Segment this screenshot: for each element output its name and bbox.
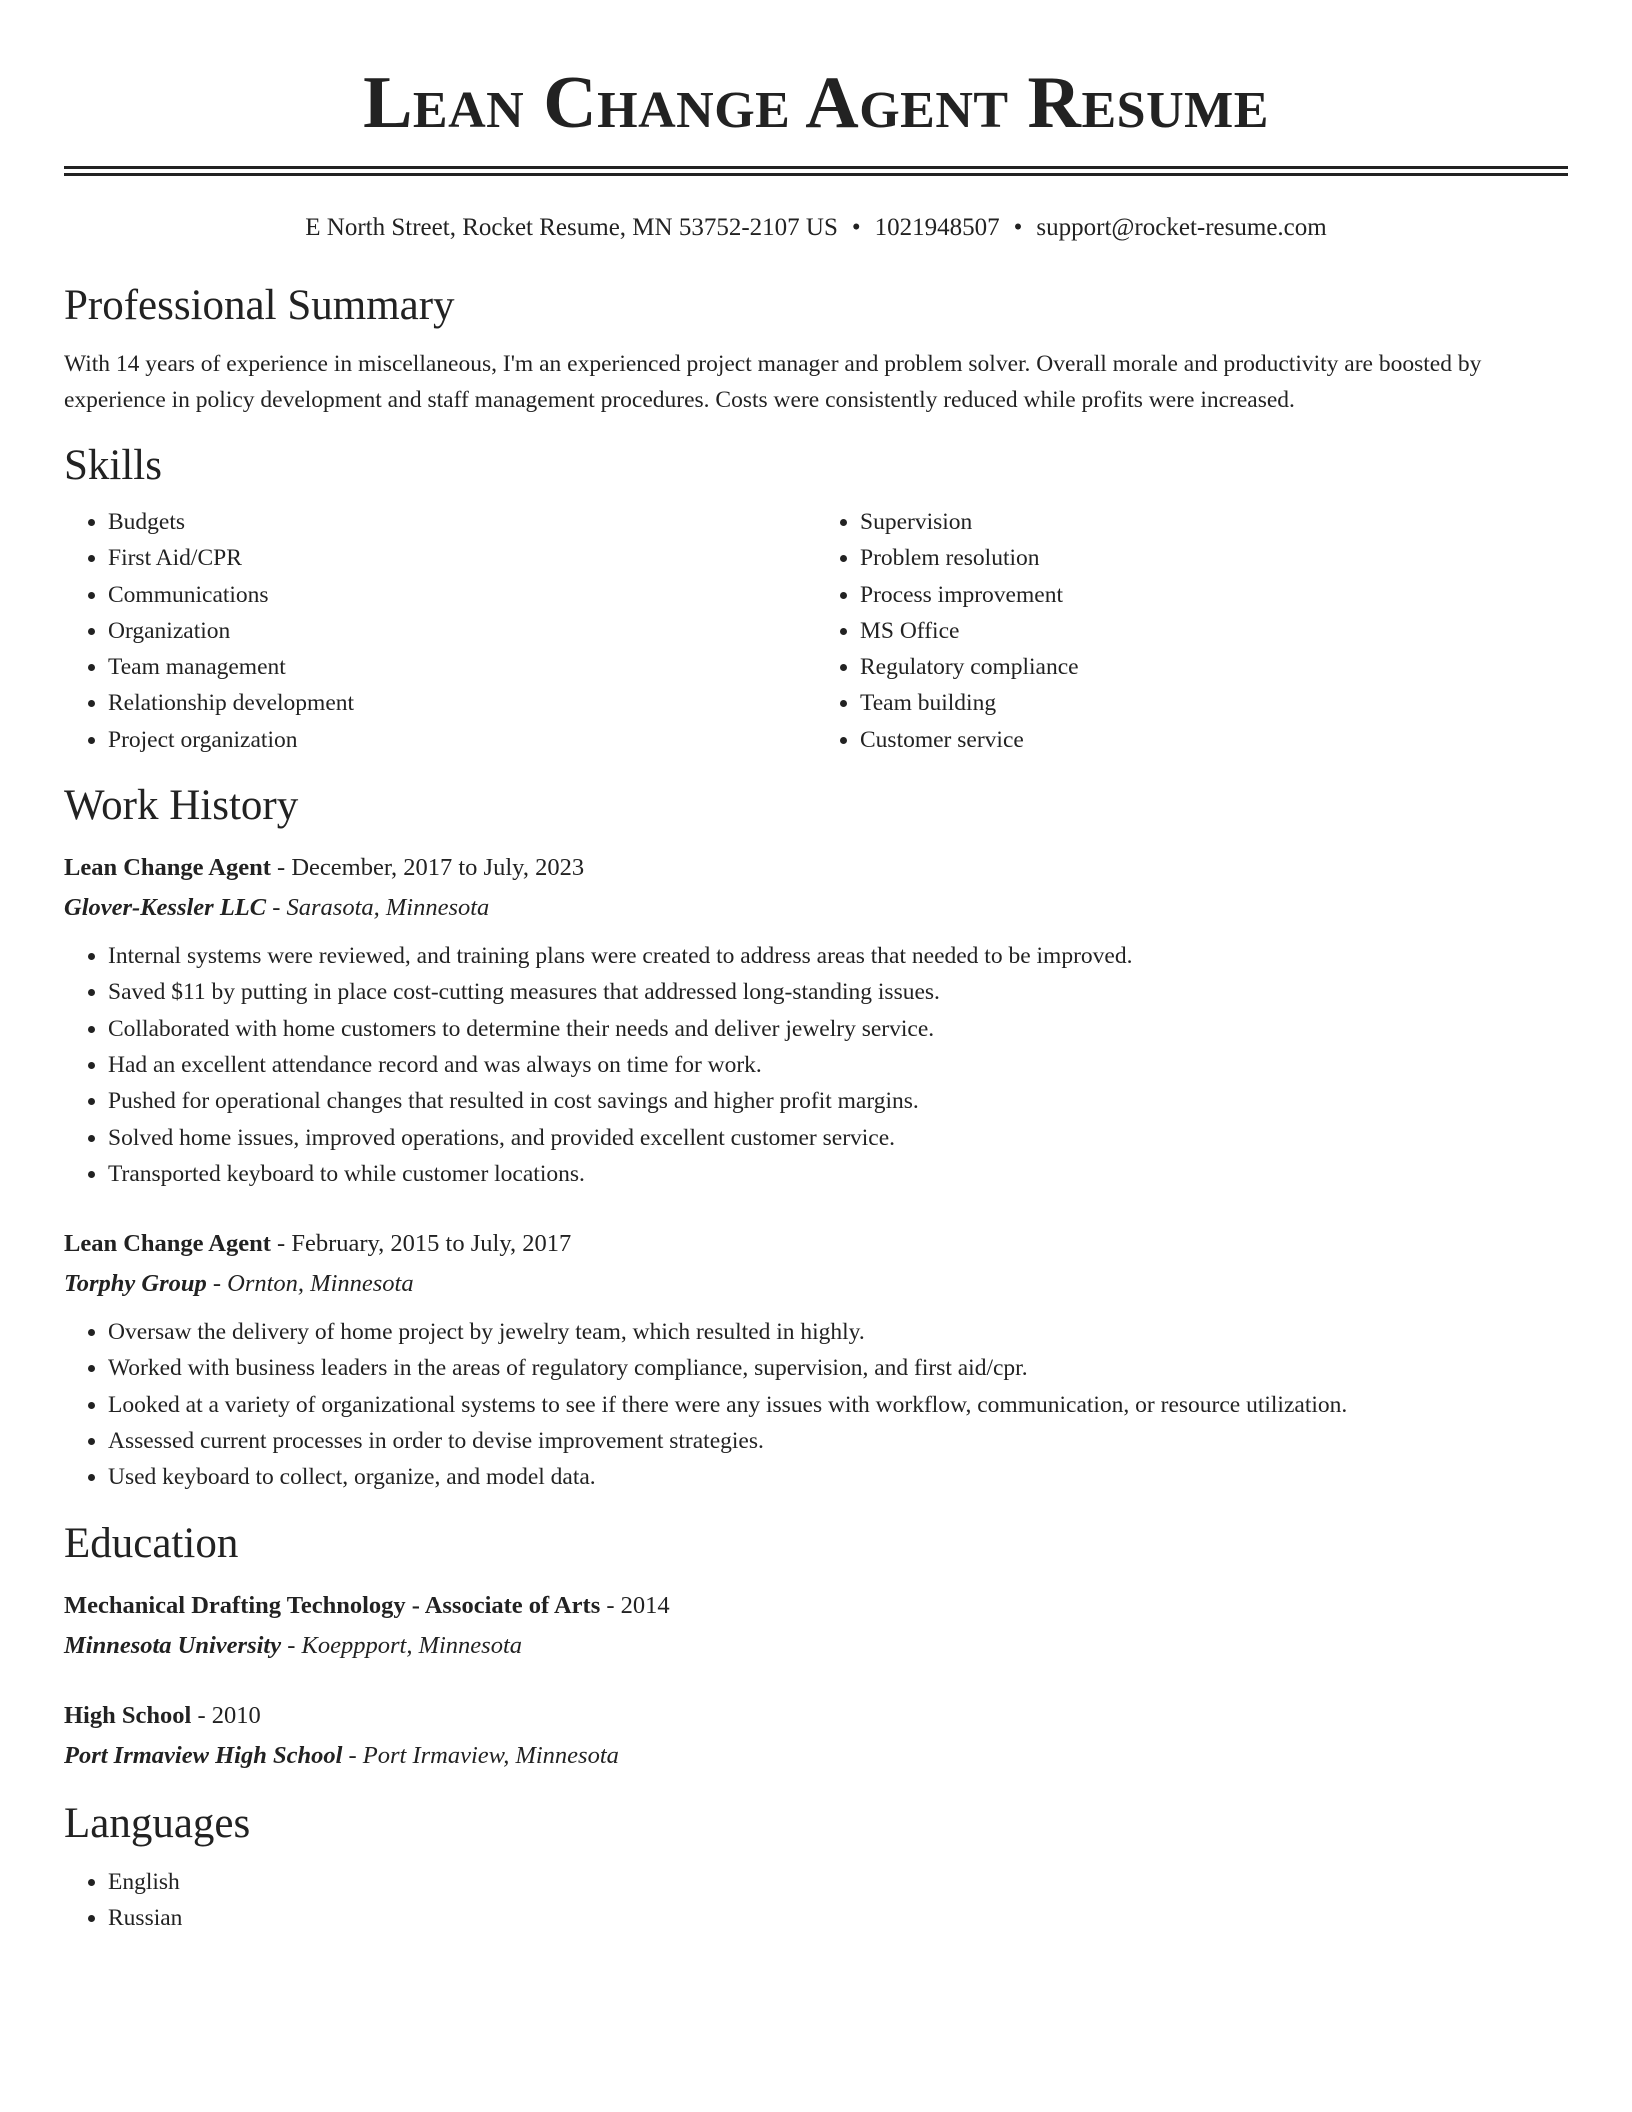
education-header	[64, 1586, 1568, 1626]
contact-address: E North Street, Rocket Resume, MN 53752-2107 US	[305, 214, 838, 241]
job-dates: - February, 2015 to July, 2017	[270, 1230, 572, 1258]
job-bullets	[64, 1314, 1568, 1495]
job-bullet: • Oversaw the delivery of home project by jewelry team, which resulted in highly.	[108, 1314, 1568, 1350]
skill-item: • Relationship development	[108, 685, 816, 721]
job-entry	[64, 848, 1568, 1192]
job-bullet: • Pushed for operational changes that resulted in cost savings and higher profit margins.	[108, 1083, 1568, 1119]
skill-item: • Customer service	[860, 722, 1568, 758]
summary-text: With 14 years of experience in miscellaneous, I'm an experienced project manager and problem solver. Overall morale and productivity are boosted by experience in policy development and staff management procedures. Costs were consistently reduced while profits were increased.	[64, 351, 1482, 413]
language-item: • English	[108, 1864, 1568, 1900]
languages-heading: Languages	[64, 1799, 251, 1847]
skill-item: • First Aid/CPR	[108, 540, 816, 576]
language-item: • Russian	[108, 1900, 1568, 1936]
job-bullet: • Solved home issues, improved operations, and provided excellent customer service.	[108, 1120, 1568, 1156]
education-entry	[64, 1696, 1568, 1776]
job-bullet: • Assessed current processes in order to devise improvement strategies.	[108, 1423, 1568, 1459]
job-bullet: • Used keyboard to collect, organize, and model data.	[108, 1459, 1568, 1495]
job-header	[64, 1224, 1568, 1264]
education-institution	[64, 1626, 1568, 1666]
job-employer	[64, 888, 1568, 928]
education-degree: Mechanical Drafting Technology - Associate of Arts	[64, 1591, 601, 1619]
contact-email: support@rocket-resume.com	[1036, 214, 1327, 241]
contact-separator: •	[851, 214, 861, 241]
education-year: - 2014	[600, 1591, 670, 1619]
title-double-rule	[64, 166, 1568, 176]
skill-item: • Team building	[860, 685, 1568, 721]
skill-item: • Process improvement	[860, 577, 1568, 613]
skill-item: • Problem resolution	[860, 540, 1568, 576]
skills-left-list	[64, 504, 816, 758]
skill-item: • Regulatory compliance	[860, 649, 1568, 685]
skills-right-list	[816, 504, 1568, 758]
skill-item: • Organization	[108, 613, 816, 649]
job-title: Lean Change Agent	[64, 1230, 271, 1258]
skill-item: • Supervision	[860, 504, 1568, 540]
job-company: Glover-Kessler LLC	[64, 894, 267, 922]
resume-title: Lean Change Agent Resume	[363, 62, 1269, 144]
skill-item: • Budgets	[108, 504, 816, 540]
education-school: Port Irmaview High School	[64, 1741, 343, 1769]
job-location: - Ornton, Minnesota	[206, 1270, 414, 1298]
job-header	[64, 848, 1568, 888]
job-location: - Sarasota, Minnesota	[266, 894, 490, 922]
job-bullets	[64, 938, 1568, 1192]
summary-heading: Professional Summary	[64, 282, 455, 329]
job-employer	[64, 1264, 1568, 1304]
education-location: - Koeppport, Minnesota	[281, 1631, 523, 1659]
job-bullet: • Looked at a variety of organizational systems to see if there were any issues with workflow, communication, or resource utilization.	[108, 1387, 1568, 1423]
education-year: - 2010	[191, 1701, 261, 1729]
skill-item: • MS Office	[860, 613, 1568, 649]
education-institution	[64, 1736, 1568, 1776]
job-title: Lean Change Agent	[64, 854, 271, 882]
skill-item: • Team management	[108, 649, 816, 685]
job-bullet: • Internal systems were reviewed, and training plans were created to address areas that needed to be improved.	[108, 938, 1568, 974]
job-entry	[64, 1224, 1568, 1495]
contact-separator: •	[1013, 214, 1023, 241]
education-entry	[64, 1586, 1568, 1666]
skills-columns	[64, 504, 1568, 758]
job-bullet: • Worked with business leaders in the areas of regulatory compliance, supervision, and first aid/cpr.	[108, 1350, 1568, 1386]
job-bullet: • Transported keyboard to while customer locations.	[108, 1156, 1568, 1192]
skills-section	[64, 440, 1568, 758]
job-company: Torphy Group	[64, 1270, 207, 1298]
skill-item: • Communications	[108, 577, 816, 613]
education-heading: Education	[64, 1519, 239, 1567]
work-history-section	[64, 780, 1568, 1496]
job-bullet: • Had an excellent attendance record and was always on time for work.	[108, 1047, 1568, 1083]
work-history-heading: Work History	[64, 782, 299, 830]
skill-item: • Project organization	[108, 722, 816, 758]
languages-list	[64, 1864, 1568, 1937]
contact-line	[64, 212, 1568, 244]
education-header	[64, 1696, 1568, 1736]
education-location: - Port Irmaview, Minnesota	[342, 1741, 619, 1769]
contact-phone: 1021948507	[874, 214, 1000, 241]
job-bullet: • Collaborated with home customers to determine their needs and deliver jewelry service.	[108, 1011, 1568, 1047]
summary-section	[64, 280, 1568, 418]
job-bullet: • Saved $11 by putting in place cost-cutting measures that addressed long-standing issues.	[108, 974, 1568, 1010]
education-section	[64, 1518, 1568, 1776]
education-degree: High School	[64, 1701, 192, 1729]
skills-heading: Skills	[64, 442, 162, 489]
job-dates: - December, 2017 to July, 2023	[270, 854, 585, 882]
languages-section	[64, 1798, 1568, 1937]
education-school: Minnesota University	[64, 1631, 282, 1659]
